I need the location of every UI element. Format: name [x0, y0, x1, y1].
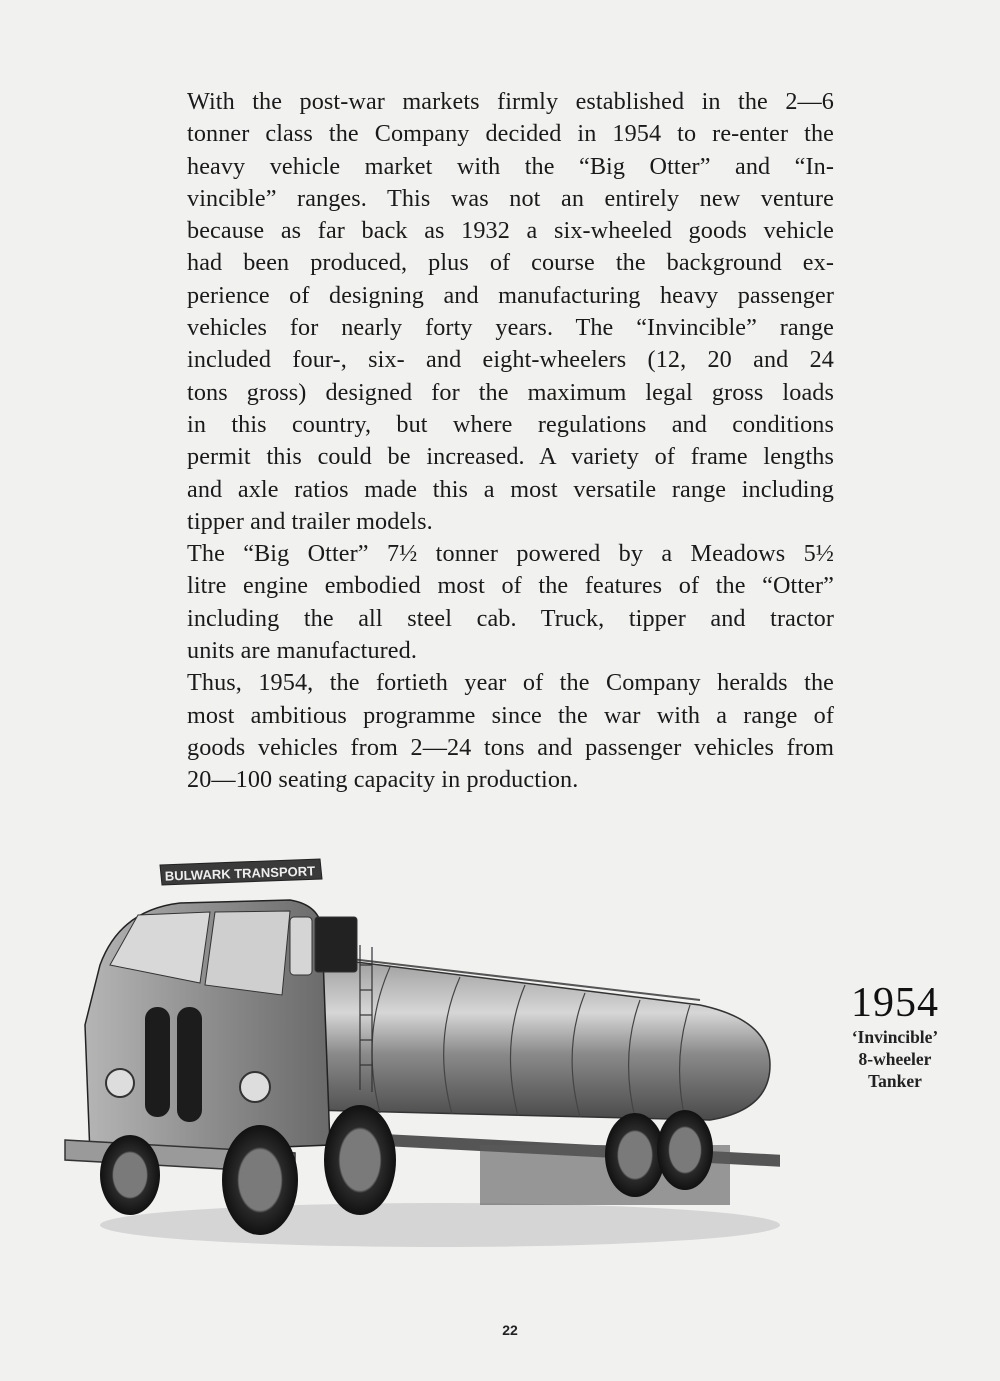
figure-caption: [820, 980, 970, 1092]
text-line: The “Big Otter” 7½ tonner powered by a Meadows 5½: [187, 540, 834, 568]
paragraph-2: [187, 538, 834, 667]
ground-shadow: [100, 1203, 780, 1247]
caption-type: 8-wheeler: [858, 1049, 932, 1069]
text-line: including the all steel cab. Truck, tipper and tractor: [187, 604, 834, 632]
paragraph-3: [187, 667, 834, 796]
caption-body: Tanker: [868, 1071, 922, 1091]
text-line: With the post-war markets firmly established in the 2—6: [187, 88, 834, 115]
cab-sign-text: BULWARK TRANSPORT: [164, 863, 316, 884]
text-line: most ambitious programme since the war with a range of: [187, 701, 834, 729]
wheel: [100, 1135, 160, 1215]
cab: [65, 900, 372, 1173]
text-line: in this country, but where regulations and conditions: [187, 410, 834, 438]
text-line: goods vehicles from 2—24 tons and passenger vehicles from: [187, 733, 834, 761]
text-line: vehicles for nearly forty years. The “Invincible” range: [187, 314, 834, 342]
wheel: [605, 1113, 665, 1197]
wheel: [324, 1105, 396, 1215]
text-line: units are manufactured.: [187, 637, 417, 665]
caption-model: ‘Invincible’: [851, 1027, 939, 1047]
tank: [260, 953, 770, 1120]
paragraph-1: [187, 86, 834, 538]
text-line: heavy vehicle market with the “Big Otter” and “In-: [187, 152, 834, 180]
caption-year: 1954: [851, 980, 939, 1026]
truck-illustration: [60, 855, 800, 1250]
text-line: because as far back as 1932 a six-wheeled goods vehicle: [187, 217, 834, 245]
text-line: Thus, 1954, the fortieth year of the Company heralds the: [187, 669, 834, 697]
text-line: and axle ratios made this a most versatile range including: [187, 475, 834, 503]
text-line: tipper and trailer models.: [187, 507, 433, 535]
body-text: [187, 86, 834, 797]
text-line: litre engine embodied most of the features of the “Otter”: [187, 572, 834, 600]
cab-sign: [160, 859, 322, 885]
text-line: had been produced, plus of course the background ex-: [187, 249, 834, 277]
page-number: 22: [502, 1322, 518, 1338]
text-line: tonner class the Company decided in 1954 to re-enter the: [187, 120, 834, 148]
text-line: perience of designing and manufacturing heavy passenger: [187, 281, 834, 309]
wheel: [657, 1110, 713, 1190]
text-line: vincible” ranges. This was not an entirely new venture: [187, 184, 834, 212]
text-line: permit this could be increased. A variety of frame lengths: [187, 443, 834, 471]
text-line: 20—100 seating capacity in production.: [187, 766, 579, 794]
text-line: included four-, six- and eight-wheelers (12, 20 and 24: [187, 346, 834, 374]
text-line: tons gross) designed for the maximum legal gross loads: [187, 378, 834, 406]
wheel: [222, 1125, 298, 1235]
